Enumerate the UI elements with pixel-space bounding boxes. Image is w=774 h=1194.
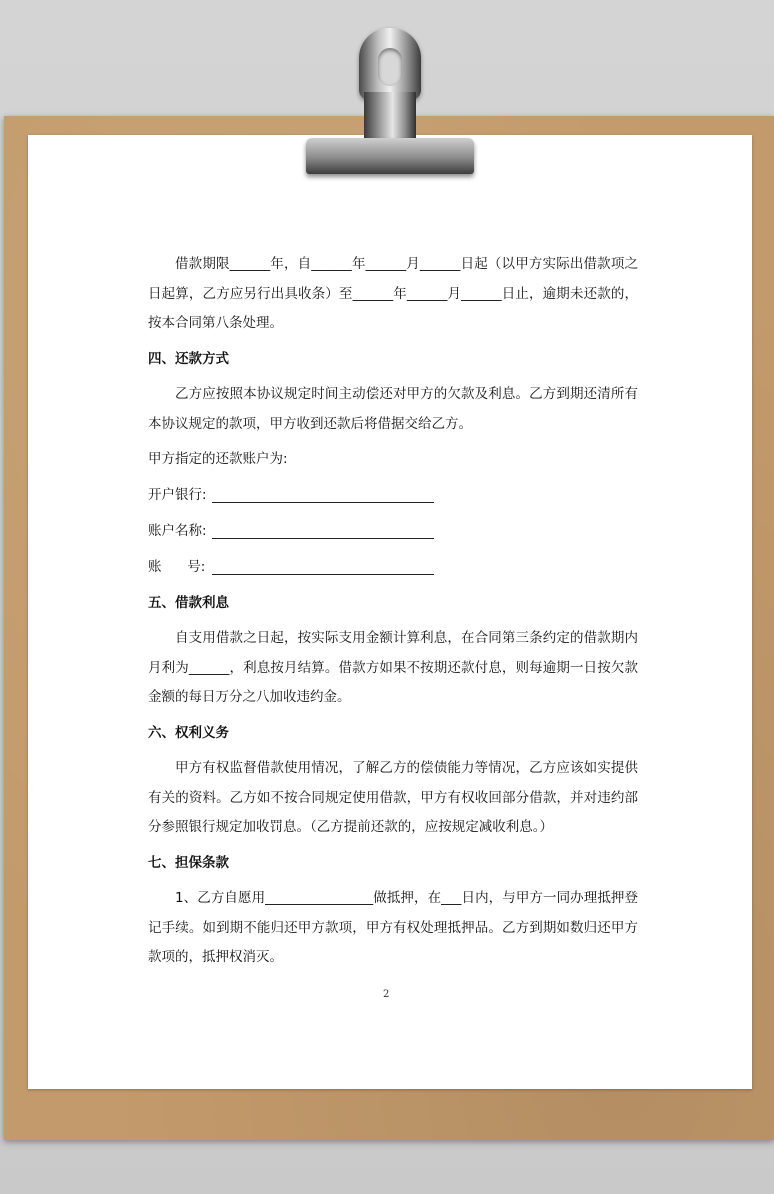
account-name-row <box>148 511 638 547</box>
section-guarantee-heading: 七、担保条款 <box>148 854 229 871</box>
account-bank-label: 开户银行: <box>148 487 207 503</box>
interest-paragraph: 自支用借款之日起，按实际支用金额计算利息，在合同第三条约定的借款期内月利为______，利息按月结算。借款方如果不按期还款付息，则每逾期一日按欠款金额的每日万分之八加收违约金。 <box>148 630 638 705</box>
account-number-blank <box>212 556 434 575</box>
account-bank-blank <box>212 484 434 503</box>
page-number: 2 <box>383 989 390 1000</box>
section-interest-heading: 五、借款利息 <box>148 594 229 611</box>
account-number-label: 账 号: <box>148 559 206 575</box>
repayment-paragraph: 乙方应按照本协议规定时间主动偿还对甲方的欠款及利息。乙方到期还清所有本协议规定的款项，甲方收到还款后将借据交给乙方。 <box>148 386 638 432</box>
account-name-label: 账户名称: <box>148 523 207 539</box>
section-repayment-heading: 四、还款方式 <box>148 350 229 367</box>
clip-hole-icon <box>378 48 402 86</box>
account-intro: 甲方指定的还款账户为: <box>148 451 288 467</box>
account-number-row <box>148 547 638 583</box>
contract-text <box>148 250 638 973</box>
clip-plate-icon <box>306 138 474 174</box>
loan-term-paragraph: 借款期限______年，自______年______月______日起（以甲方实际出借款项之日起算，乙方应另行出具收条）至______年______月______日止，逾期未还款的，按本合同第八条处理。 <box>148 256 638 331</box>
guarantee-paragraph: 1、乙方自愿用________________做抵押，在___日内，与甲方一同办理抵押登记手续。如到期不能归还甲方款项，甲方有权处理抵押品。乙方到期如数归还甲方款项的，抵押权消灭。 <box>148 890 638 965</box>
account-name-blank <box>212 520 434 539</box>
account-bank-row <box>148 475 638 511</box>
clip-neck-icon <box>364 92 416 140</box>
section-rights-heading: 六、权利义务 <box>148 724 229 741</box>
rights-paragraph: 甲方有权监督借款使用情况，了解乙方的偿债能力等情况，乙方应该如实提供有关的资料。乙方如不按合同规定使用借款，甲方有权收回部分借款，并对违约部分参照银行规定加收罚息。（乙方提前还款的，应按规定减收利息。） <box>148 760 638 835</box>
